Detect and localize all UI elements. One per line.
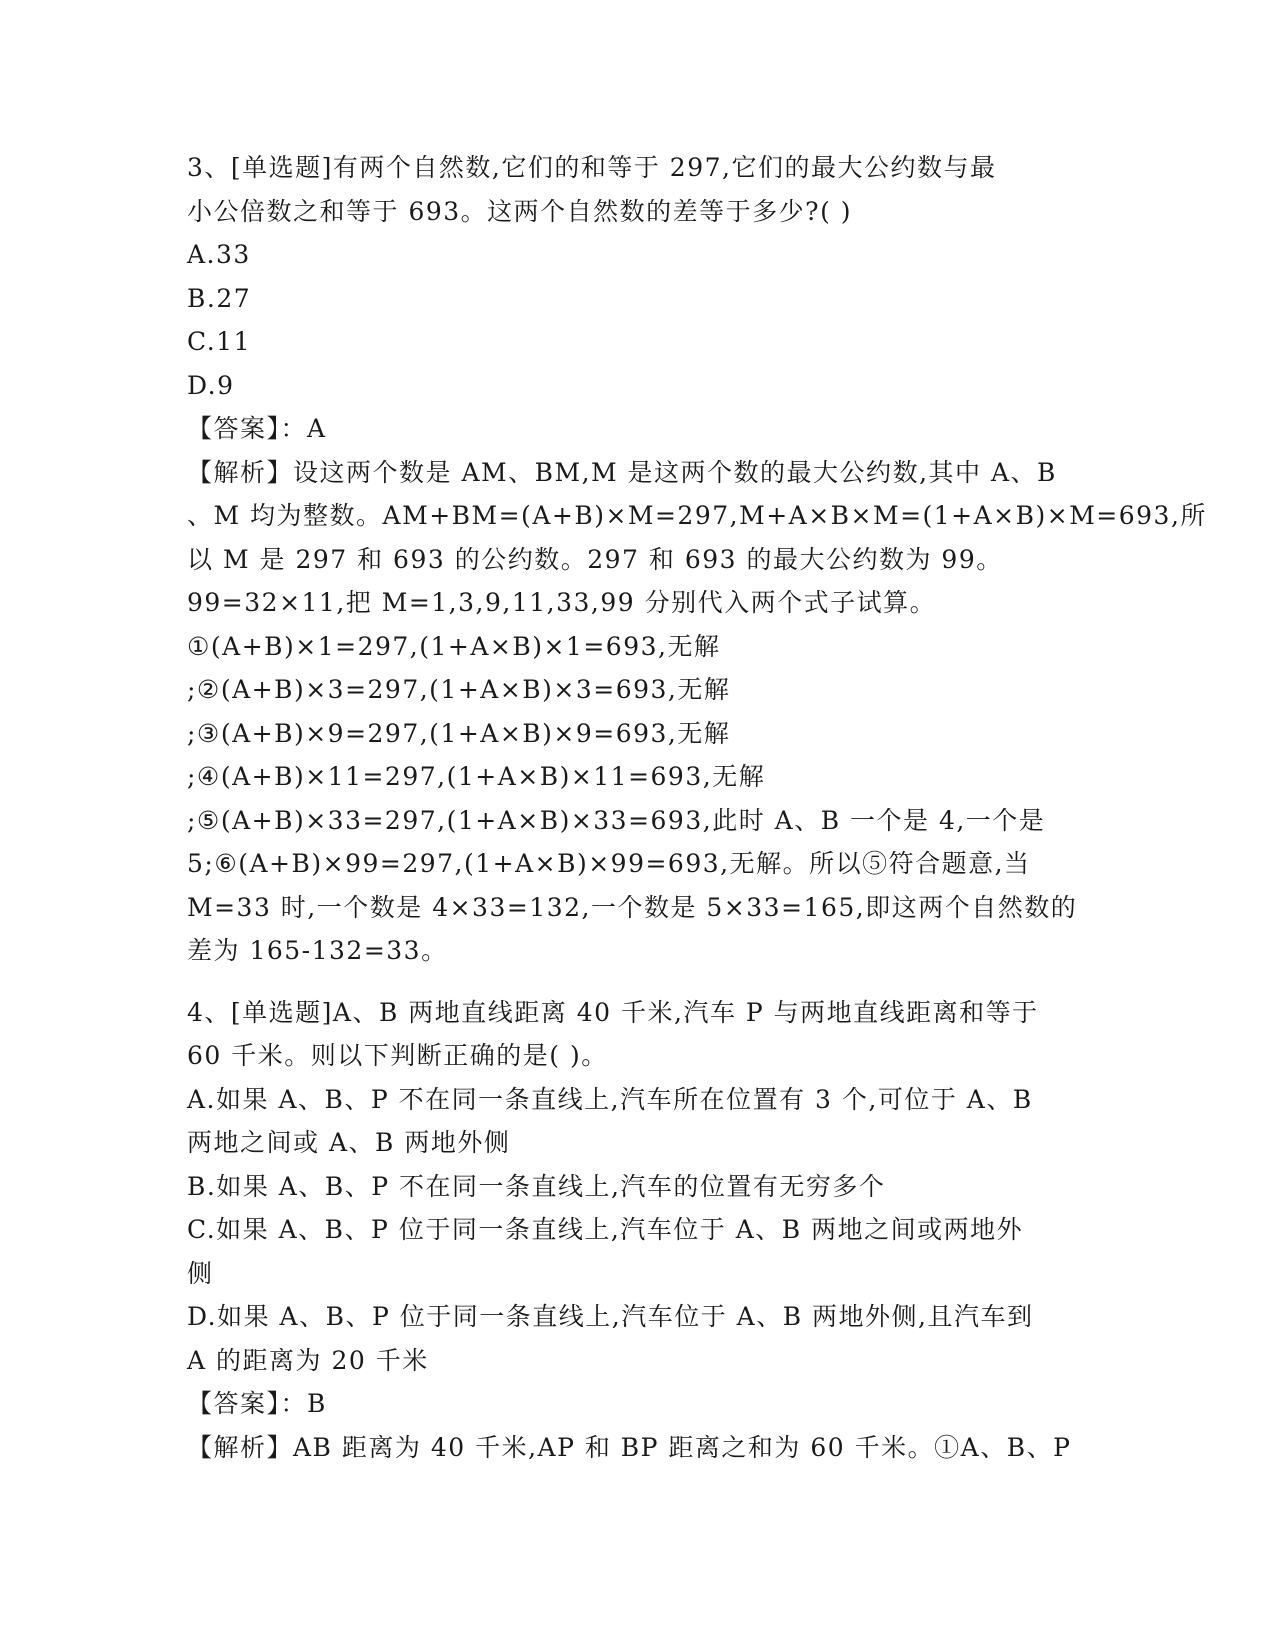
analysis-line: ①(A+B)×1=297,(1+A×B)×1=693,无解 (187, 631, 721, 661)
option-a: A.如果 A、B、P 不在同一条直线上,汽车所在位置有 3 个,可位于 A、B (187, 1084, 1033, 1114)
analysis-line: ;⑤(A+B)×33=297,(1+A×B)×33=693,此时 A、B 一个是 4,一个是 (187, 805, 1046, 835)
document-page (187, 146, 1207, 1469)
question-4 (187, 991, 1087, 1470)
question-stem-line: 小公倍数之和等于 693。这两个自然数的差等于多少?( ) (187, 196, 853, 226)
option-b: B.如果 A、B、P 不在同一条直线上,汽车的位置有无穷多个 (187, 1171, 886, 1201)
analysis-line: 【解析】设这两个数是 AM、BM,M 是这两个数的最大公约数,其中 A、B (187, 457, 1057, 487)
analysis-line: ;④(A+B)×11=297,(1+A×B)×11=693,无解 (187, 762, 766, 791)
option-c: C.如果 A、B、P 位于同一条直线上,汽车位于 A、B 两地之间或两地外 (187, 1215, 1024, 1244)
analysis-line: 【解析】AB 距离为 40 千米,AP 和 BP 距离之和为 60 千米。①A、B、P (187, 1432, 1072, 1462)
question-3 (187, 146, 1207, 973)
option-a: A.33 (187, 240, 251, 269)
question-separator (187, 973, 1087, 991)
question-stem-line: 60 千米。则以下判断正确的是( )。 (187, 1041, 608, 1070)
analysis-line: ;③(A+B)×9=297,(1+A×B)×9=693,无解 (187, 718, 731, 748)
option-c: C.11 (187, 327, 251, 356)
option-d-continued: A 的距离为 20 千米 (187, 1345, 429, 1375)
analysis-line: 以 M 是 297 和 693 的公约数。297 和 693 的最大公约数为 99。 (187, 544, 1003, 574)
analysis-line: ;②(A+B)×3=297,(1+A×B)×3=693,无解 (187, 675, 731, 704)
question-stem-line: 3、[单选题]有两个自然数,它们的和等于 297,它们的最大公约数与最 (187, 153, 997, 182)
analysis-line: M=33 时,一个数是 4×33=132,一个数是 5×33=165,即这两个自然数的 (187, 892, 1078, 922)
question-stem-line: 4、[单选题]A、B 两地直线距离 40 千米,汽车 P 与两地直线距离和等于 (187, 997, 1039, 1027)
option-d: D.9 (187, 370, 235, 400)
answer: 【答案】：A (187, 414, 327, 443)
option-a-continued: 两地之间或 A、B 两地外侧 (187, 1128, 511, 1157)
option-d: D.如果 A、B、P 位于同一条直线上,汽车位于 A、B 两地外侧,且汽车到 (187, 1302, 1034, 1331)
option-c-continued: 侧 (187, 1258, 214, 1288)
analysis-line: 5;⑥(A+B)×99=297,(1+A×B)×99=693,无解。所以⑤符合题意,当 (187, 849, 1031, 878)
option-b: B.27 (187, 283, 252, 313)
analysis-line: 差为 165-132=33。 (187, 936, 448, 965)
analysis-line: 、M 均为整数。AM+BM=(A+B)×M=297,M+A×B×M=(1+A×B)×M=693,所 (187, 501, 1207, 530)
analysis-line: 99=32×11,把 M=1,3,9,11,33,99 分别代入两个式子试算。 (187, 588, 937, 617)
answer: 【答案】：B (187, 1389, 327, 1418)
